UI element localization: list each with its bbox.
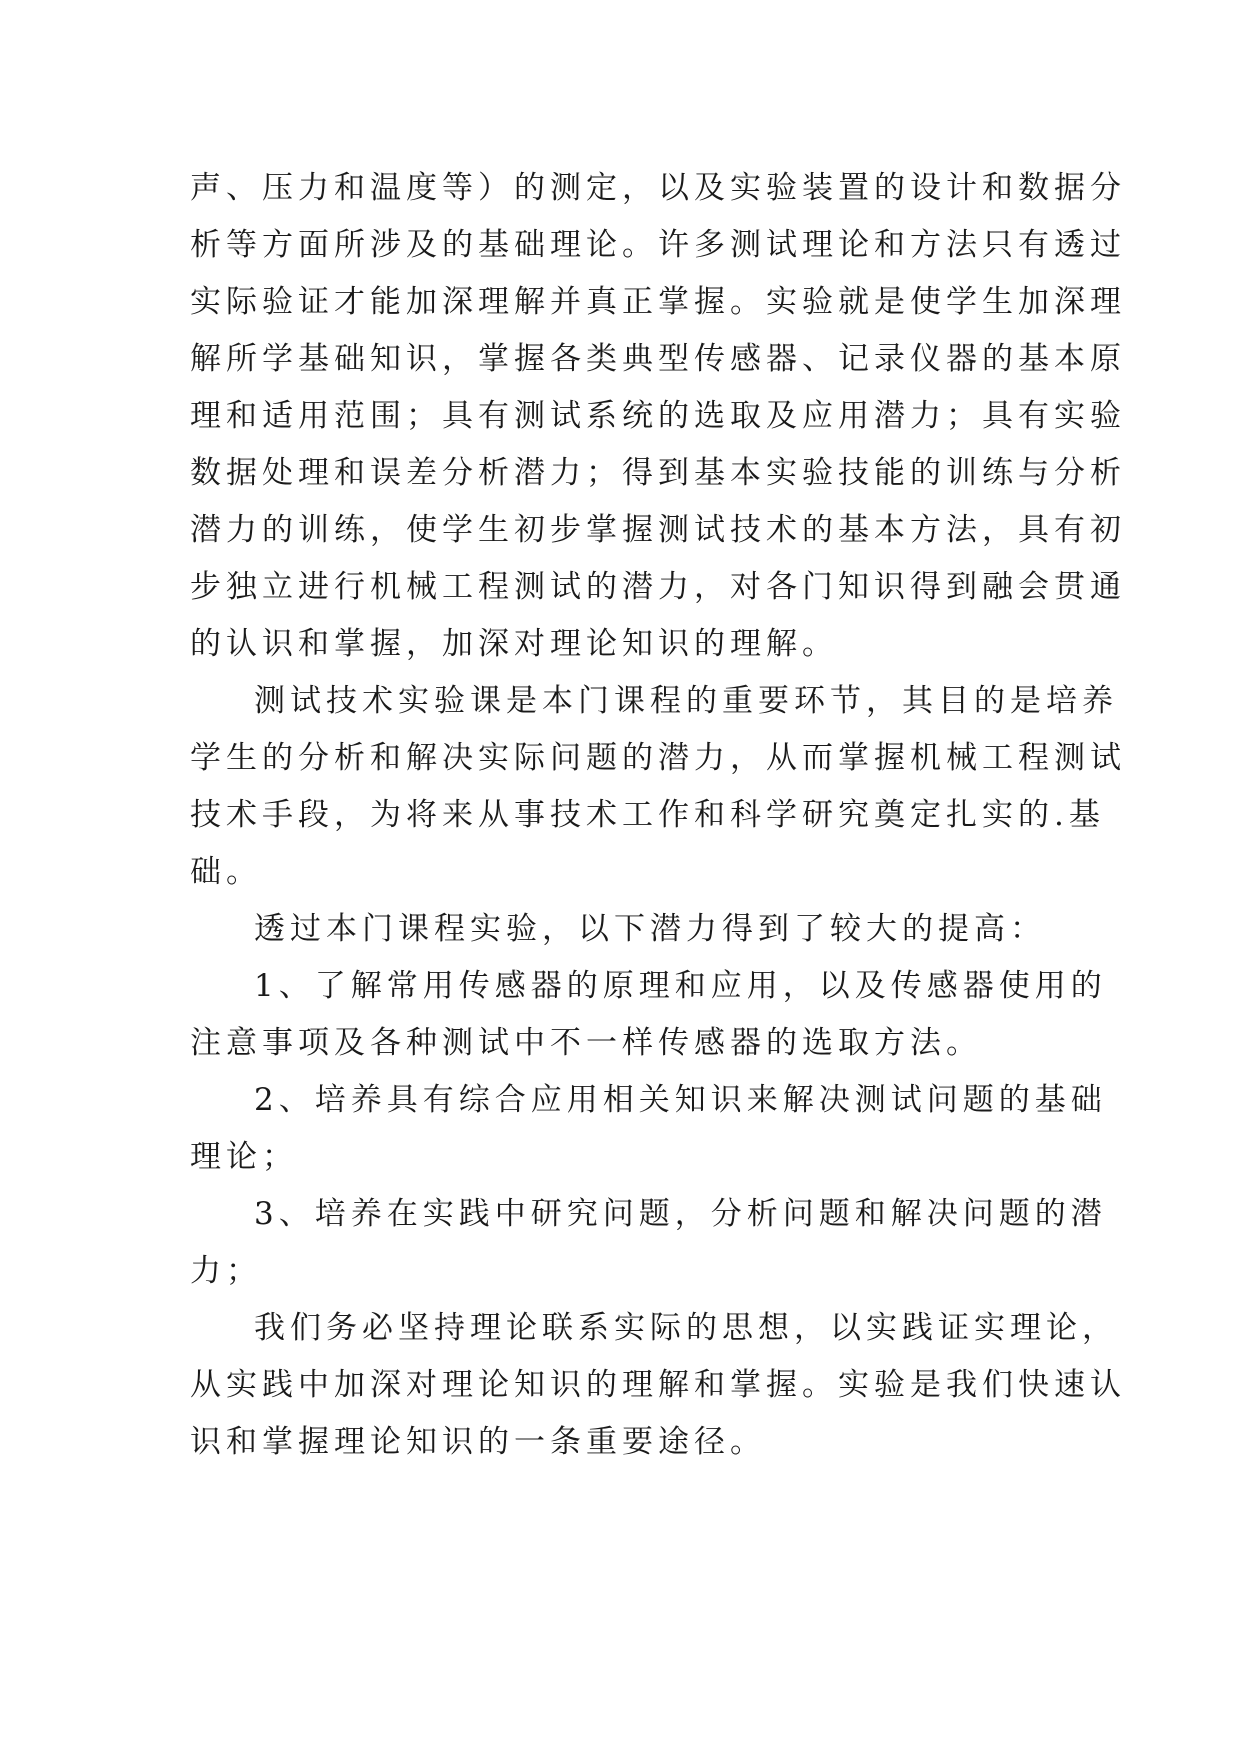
text-line: 的认识和掌握，加深对理论知识的理解。 (190, 626, 838, 662)
document-body (190, 160, 1126, 1471)
text-line: 技术手段，为将来从事技术工作和科学研究奠定扎实的.基 (190, 797, 1105, 833)
text-line: 力； (190, 1253, 262, 1289)
text-line: 理论； (190, 1139, 298, 1175)
text-line: 步独立进行机械工程测试的潜力，对各门知识得到融会贯通 (190, 569, 1126, 605)
text-line: 我们务必坚持理论联系实际的思想，以实践证实理论， (254, 1310, 1118, 1346)
list-item: 2、培养具有综合应用相关知识来解决测试问题的基础 (254, 1082, 1107, 1118)
list-item: 3、培养在实践中研究问题，分析问题和解决问题的潜 (254, 1196, 1107, 1232)
list-item: 1、了解常用传感器的原理和应用，以及传感器使用的 (254, 968, 1107, 1004)
text-line: 识和掌握理论知识的一条重要途径。 (190, 1424, 766, 1460)
text-line: 透过本门课程实验，以下潜力得到了较大的提高： (254, 911, 1046, 947)
text-line: 实际验证才能加深理解并真正掌握。实验就是使学生加深理 (190, 284, 1126, 320)
text-line: 声、压力和温度等）的测定，以及实验装置的设计和数据分 (190, 170, 1126, 206)
text-line: 从实践中加深对理论知识的理解和掌握。实验是我们快速认 (190, 1367, 1126, 1403)
text-line: 础。 (190, 854, 262, 890)
text-line: 学生的分析和解决实际问题的潜力，从而掌握机械工程测试 (190, 740, 1126, 776)
text-line: 测试技术实验课是本门课程的重要环节，其目的是培养 (254, 683, 1118, 719)
text-line: 注意事项及各种测试中不一样传感器的选取方法。 (190, 1025, 982, 1061)
text-line: 解所学基础知识，掌握各类典型传感器、记录仪器的基本原 (190, 341, 1126, 377)
text-line: 潜力的训练，使学生初步掌握测试技术的基本方法，具有初 (190, 512, 1126, 548)
text-line: 理和适用范围；具有测试系统的选取及应用潜力；具有实验 (190, 398, 1126, 434)
text-line: 数据处理和误差分析潜力；得到基本实验技能的训练与分析 (190, 455, 1126, 491)
text-line: 析等方面所涉及的基础理论。许多测试理论和方法只有透过 (190, 227, 1126, 263)
